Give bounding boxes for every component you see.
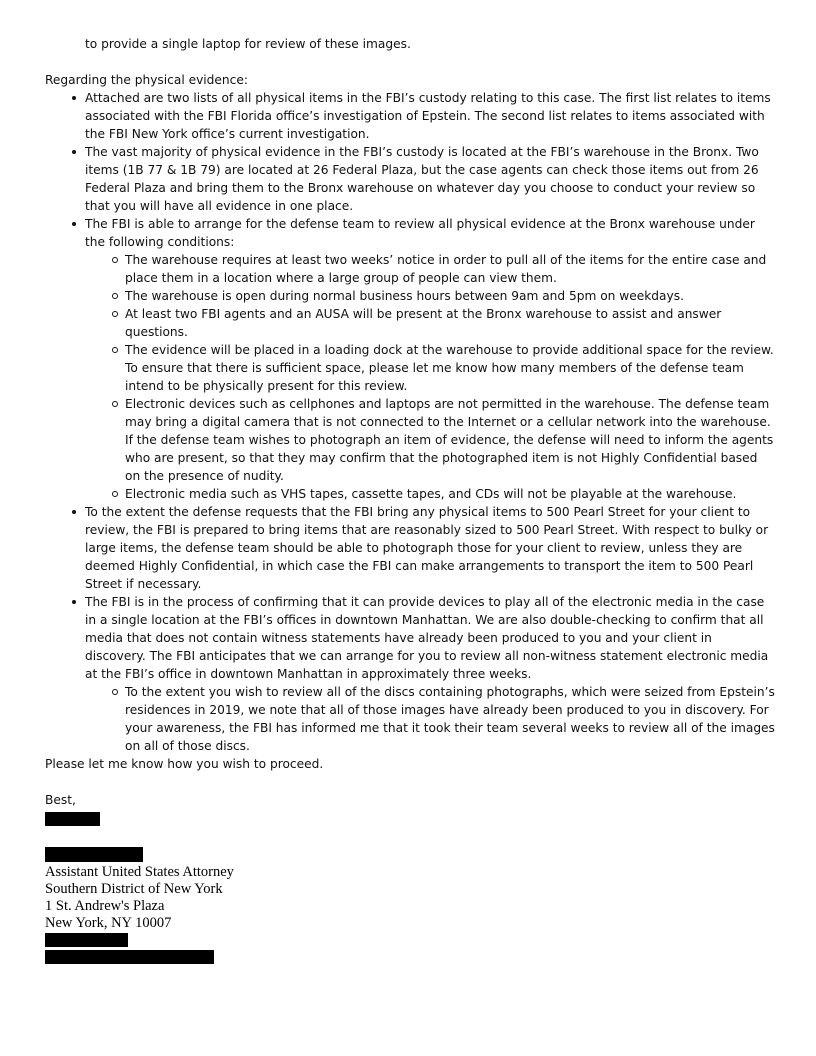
list-item: The FBI is able to arrange for the defense team to review all physical evidence at the Bronx warehouse under the following conditions: The warehouse requires at least two weeks’ notice in order to pull all of the items for the entire case and place them in a location where a large group of people can view them. The warehouse is open during normal business hours between 9am and 5pm on weekdays. At least two FBI agents and an AUSA will be present at the Bronx warehouse to assist and answer questions. The evidence will be placed in a loading dock at the warehouse to provide additional space for the review. To ensure that there is sufficient space, please let me know how many members of the defense team intend to be physically present for this review. Electronic devices such as cellphones and laptops are not permitted in the warehouse. The defense team may bring a digital camera that is not connected to the Internet or a cellular network into the warehouse. If the defense team wishes to photograph an item of evidence, the defense will need to inform the agents who are present, so that they may confirm that the photographed item is not Highly Confidential based on the presence of nudity. Electronic media such as VHS tapes, cassette tapes, and CDs will not be playable at the warehouse. (45, 215, 775, 503)
list-item: The evidence will be placed in a loading dock at the warehouse to provide additional space for the review. To ensure that there is sufficient space, please let me know how many members of the defense team intend to be physically present for this review. (85, 341, 775, 395)
signoff: Best, (45, 793, 76, 807)
redacted-sender-name (45, 812, 100, 826)
signature-address-line1: 1 St. Andrew's Plaza (45, 898, 165, 914)
physical-evidence-list (45, 89, 775, 755)
closing-request: Please let me know how you wish to proceed. (45, 757, 324, 771)
signature-address-line2: New York, NY 10007 (45, 915, 172, 931)
signature-office: Southern District of New York (45, 881, 223, 897)
list-item: The vast majority of physical evidence in the FBI’s custody is located at the FBI’s warehouse in the Bronx. Two items (1B 77 & 1B 79) are located at 26 Federal Plaza, but the case agents can check those items out from 26 Federal Plaza and bring them to the Bronx warehouse on whatever day you choose to conduct your review so that you will have all evidence in one place. (45, 143, 775, 215)
physical-evidence-heading: Regarding the physical evidence: (45, 73, 248, 87)
intro-continuation: to provide a single laptop for review of these images. (85, 37, 411, 51)
redacted-attorney-name (45, 847, 143, 862)
list-item: Attached are two lists of all physical items in the FBI’s custody relating to this case. The first list relates to items associated with the FBI Florida office’s investigation of Epstein. The second list relates to items associated with the FBI New York office’s current investigation. (45, 89, 775, 143)
signature-title: Assistant United States Attorney (45, 864, 234, 880)
list-item: At least two FBI agents and an AUSA will be present at the Bronx warehouse to assist and answer questions. (85, 305, 775, 341)
redacted-phone (45, 933, 128, 947)
signature-block (45, 864, 234, 932)
list-item: The warehouse is open during normal business hours between 9am and 5pm on weekdays. (85, 287, 775, 305)
redacted-email (45, 950, 214, 964)
warehouse-conditions-list (85, 251, 775, 503)
electronic-media-sublist (85, 683, 775, 755)
list-item: The FBI is in the process of confirming that it can provide devices to play all of the electronic media in the case in a single location at the FBI’s offices in downtown Manhattan. We are also double-checking to confirm that all media that does not contain witness statements have already been produced to you and your client in discovery. The FBI anticipates that we can arrange for you to review all non-witness statement electronic media at the FBI’s office in downtown Manhattan in approximately three weeks. To the extent you wish to review all of the discs containing photographs, which were seized from Epstein’s residences in 2019, we note that all of those images have already been produced to you in discovery. For your awareness, the FBI has informed me that it took their team several weeks to review all of the images on all of those discs. (45, 593, 775, 755)
list-item: Electronic devices such as cellphones and laptops are not permitted in the warehouse. The defense team may bring a digital camera that is not connected to the Internet or a cellular network into the warehouse. If the defense team wishes to photograph an item of evidence, the defense will need to inform the agents who are present, so that they may confirm that the photographed item is not Highly Confidential based on the presence of nudity. (85, 395, 775, 485)
list-item: To the extent the defense requests that the FBI bring any physical items to 500 Pearl Street for your client to review, the FBI is prepared to bring items that are reasonably sized to 500 Pearl Street. With respect to bulky or large items, the defense team should be able to photograph those for your client to review, unless they are deemed Highly Confidential, in which case the FBI can make arrangements to transport the item to 500 Pearl Street if necessary. (45, 503, 775, 593)
list-item: Electronic media such as VHS tapes, cassette tapes, and CDs will not be playable at the warehouse. (85, 485, 775, 503)
list-item: To the extent you wish to review all of the discs containing photographs, which were seized from Epstein’s residences in 2019, we note that all of those images have already been produced to you in discovery. For your awareness, the FBI has informed me that it took their team several weeks to review all of the images on all of those discs. (85, 683, 775, 755)
list-item: The warehouse requires at least two weeks’ notice in order to pull all of the items for the entire case and place them in a location where a large group of people can view them. (85, 251, 775, 287)
